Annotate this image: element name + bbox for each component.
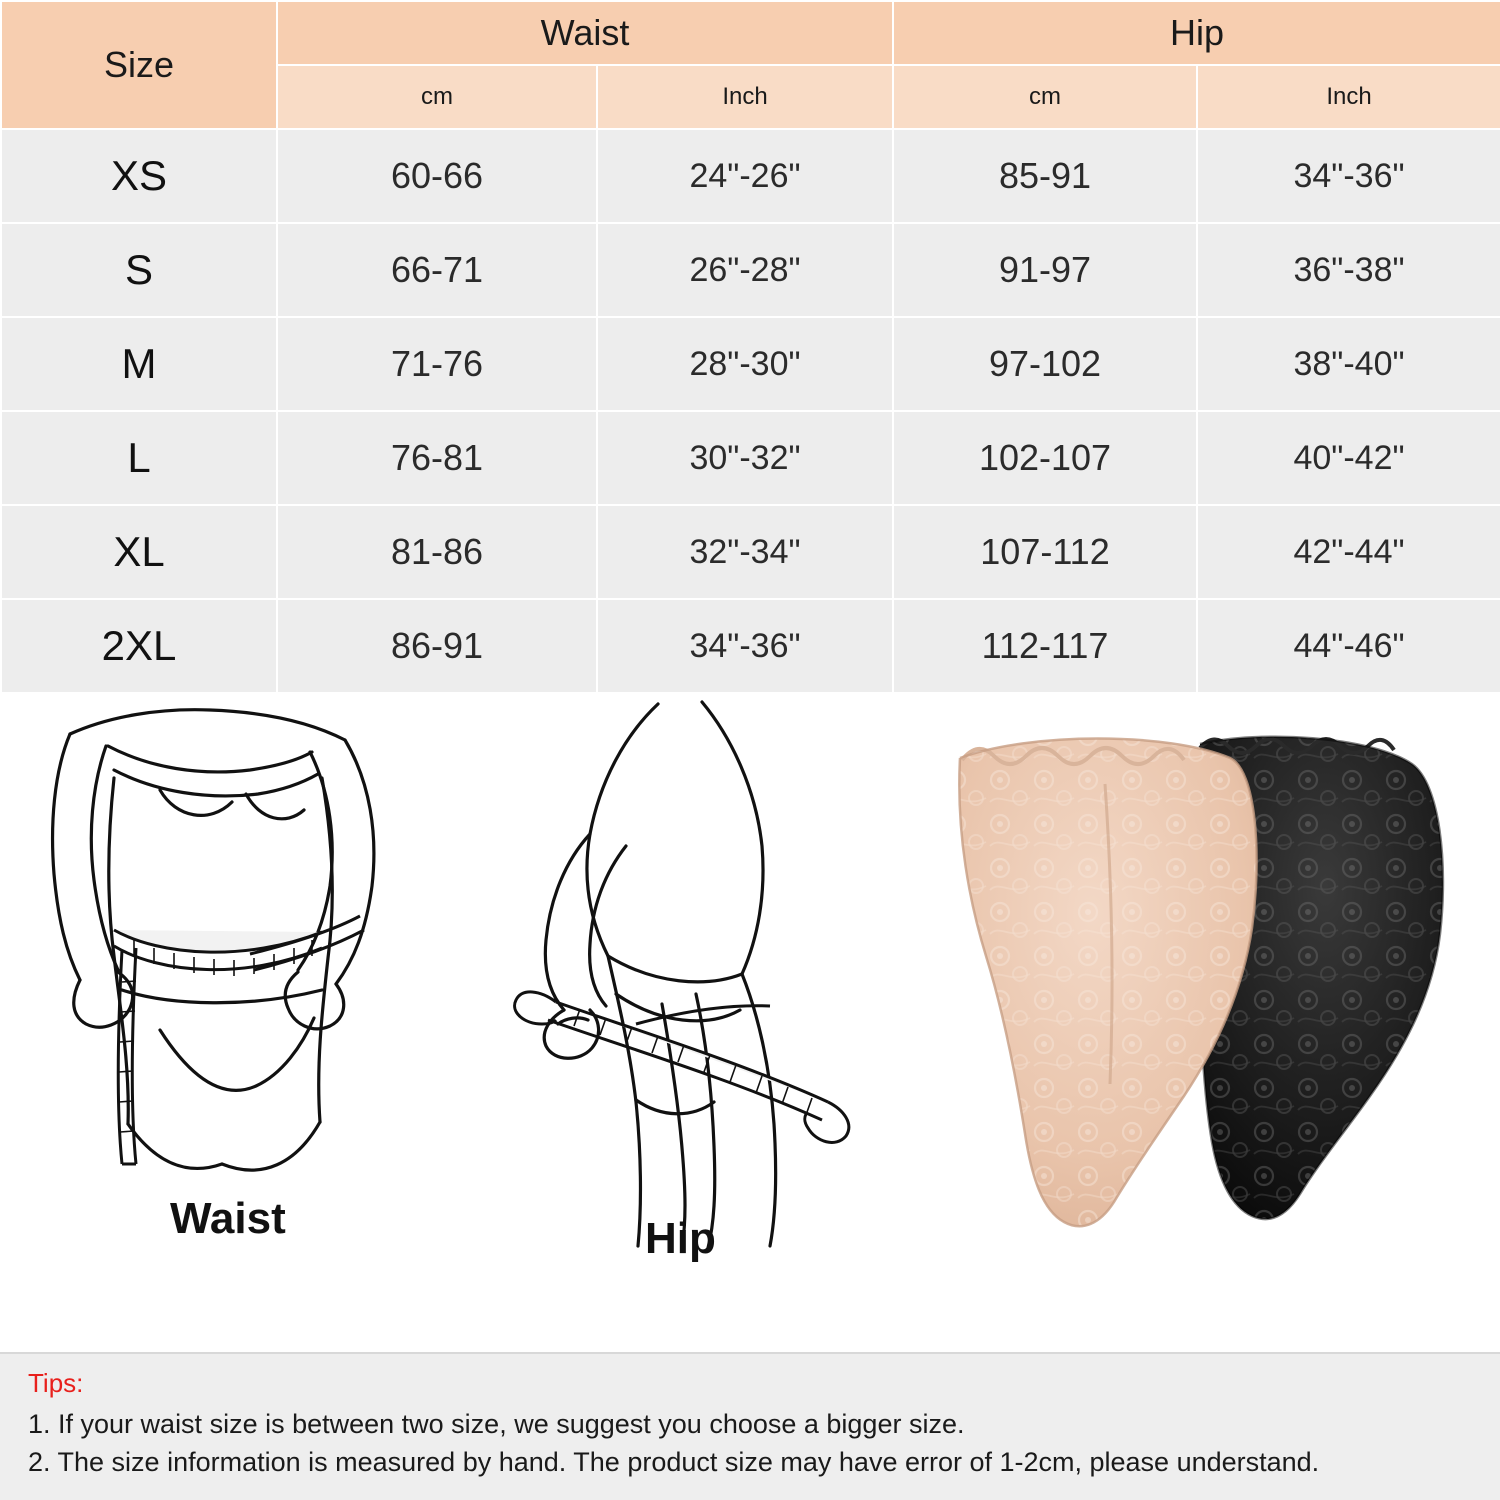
- cell-waist-cm: 60-66: [277, 129, 597, 223]
- table-header: [1, 1, 1500, 129]
- table-row: [1, 505, 1500, 599]
- cell-hip-cm: 112-117: [893, 599, 1197, 693]
- tape-measure-hip: [515, 992, 849, 1142]
- cell-size: XL: [1, 505, 277, 599]
- tips-section: [0, 1352, 1500, 1500]
- table-row: [1, 223, 1500, 317]
- table-header-row-primary: [1, 1, 1500, 65]
- cell-hip-inch: 34"-36": [1197, 129, 1500, 223]
- cell-hip-cm: 102-107: [893, 411, 1197, 505]
- cell-waist-cm: 86-91: [277, 599, 597, 693]
- cell-hip-cm: 85-91: [893, 129, 1197, 223]
- cell-hip-cm: 107-112: [893, 505, 1197, 599]
- cell-size: 2XL: [1, 599, 277, 693]
- cell-waist-inch: 32"-34": [597, 505, 893, 599]
- cell-hip-inch: 36"-38": [1197, 223, 1500, 317]
- waist-diagram-label: Waist: [170, 1194, 286, 1243]
- cell-hip-inch: 42"-44": [1197, 505, 1500, 599]
- column-header-waist-inch: Inch: [597, 65, 893, 129]
- column-header-size: Size: [1, 1, 277, 129]
- waist-measurement-diagram: [10, 694, 450, 1254]
- cell-waist-inch: 30"-32": [597, 411, 893, 505]
- column-header-waist-cm: cm: [277, 65, 597, 129]
- cell-size: M: [1, 317, 277, 411]
- cell-hip-inch: 44"-46": [1197, 599, 1500, 693]
- cell-hip-cm: 91-97: [893, 223, 1197, 317]
- table-body: [1, 129, 1500, 693]
- cell-hip-cm: 97-102: [893, 317, 1197, 411]
- tips-line-1: 1. If your waist size is between two size, we suggest you choose a bigger size.: [28, 1409, 965, 1439]
- cell-hip-inch: 40"-42": [1197, 411, 1500, 505]
- cell-size: XS: [1, 129, 277, 223]
- cell-waist-inch: 34"-36": [597, 599, 893, 693]
- cell-waist-inch: 26"-28": [597, 223, 893, 317]
- table-row: [1, 317, 1500, 411]
- measurement-illustrations: [0, 694, 1500, 1294]
- cell-waist-cm: 81-86: [277, 505, 597, 599]
- column-group-header-waist: Waist: [277, 1, 893, 65]
- cell-hip-inch: 38"-40": [1197, 317, 1500, 411]
- table-row: [1, 129, 1500, 223]
- cell-waist-cm: 76-81: [277, 411, 597, 505]
- cell-waist-inch: 28"-30": [597, 317, 893, 411]
- hip-measurement-diagram: [440, 694, 910, 1254]
- size-chart-table: [0, 0, 1500, 694]
- cell-waist-cm: 66-71: [277, 223, 597, 317]
- hip-diagram-label: Hip: [645, 1214, 716, 1263]
- cell-size: S: [1, 223, 277, 317]
- cell-size: L: [1, 411, 277, 505]
- tips-title: Tips:: [28, 1368, 84, 1398]
- column-header-hip-cm: cm: [893, 65, 1197, 129]
- column-group-header-hip: Hip: [893, 1, 1500, 65]
- table-row: [1, 599, 1500, 693]
- cell-waist-inch: 24"-26": [597, 129, 893, 223]
- product-photo: [900, 724, 1480, 1264]
- tape-measure-waist: [114, 916, 364, 1164]
- table-row: [1, 411, 1500, 505]
- tips-line-2: 2. The size information is measured by hand. The product size may have error of 1-2cm, please understand.: [28, 1447, 1320, 1478]
- column-header-hip-inch: Inch: [1197, 65, 1500, 129]
- cell-waist-cm: 71-76: [277, 317, 597, 411]
